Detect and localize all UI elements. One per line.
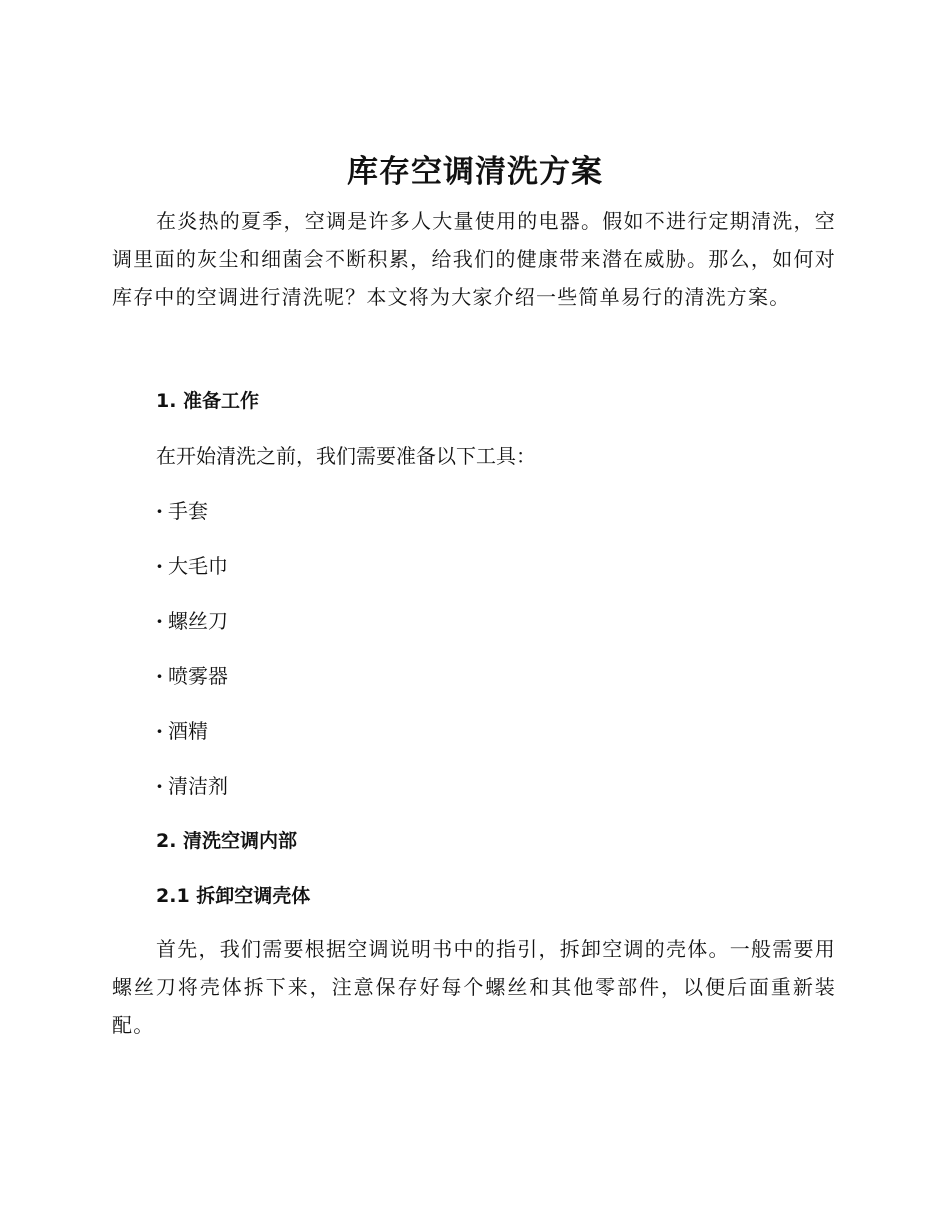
tool-label: 螺丝刀 — [168, 609, 228, 633]
bullet-icon: · — [156, 554, 163, 578]
section-2-1-heading: 2.1 拆卸空调壳体 — [156, 885, 311, 907]
section-2-heading: 2. 清洗空调内部 — [156, 830, 298, 852]
tool-label: 清洁剂 — [168, 774, 228, 798]
tool-list-item — [156, 716, 208, 746]
intro-paragraph: 在炎热的夏季，空调是许多人大量使用的电器。假如不进行定期清洗，空调里面的灰尘和细菌会不断积累，给我们的健康带来潜在威胁。那么，如何对库存中的空调进行清洗呢？本文将为大家介绍一些简单易行的清洗方案。 — [112, 209, 836, 309]
tool-list-item — [156, 551, 228, 581]
tool-list-item — [156, 606, 228, 636]
tool-list-item — [156, 661, 228, 691]
bullet-icon: · — [156, 609, 163, 633]
tool-label: 手套 — [168, 499, 208, 523]
section-1-lead: 在开始清洗之前，我们需要准备以下工具： — [156, 444, 536, 468]
bullet-icon: · — [156, 774, 163, 798]
bullet-icon: · — [156, 664, 163, 688]
bullet-icon: · — [156, 499, 163, 523]
bullet-icon: · — [156, 719, 163, 743]
document-title: 库存空调清洗方案 — [347, 154, 603, 190]
section-1-heading: 1. 准备工作 — [156, 390, 260, 412]
tool-list-item — [156, 496, 208, 526]
tool-label: 酒精 — [168, 719, 208, 743]
section-2-1-paragraph: 首先，我们需要根据空调说明书中的指引，拆卸空调的壳体。一般需要用螺丝刀将壳体拆下来，注意保存好每个螺丝和其他零部件，以便后面重新装配。 — [112, 937, 836, 1037]
tool-label: 喷雾器 — [168, 664, 228, 688]
tool-list-item — [156, 771, 228, 801]
tool-label: 大毛巾 — [168, 554, 228, 578]
